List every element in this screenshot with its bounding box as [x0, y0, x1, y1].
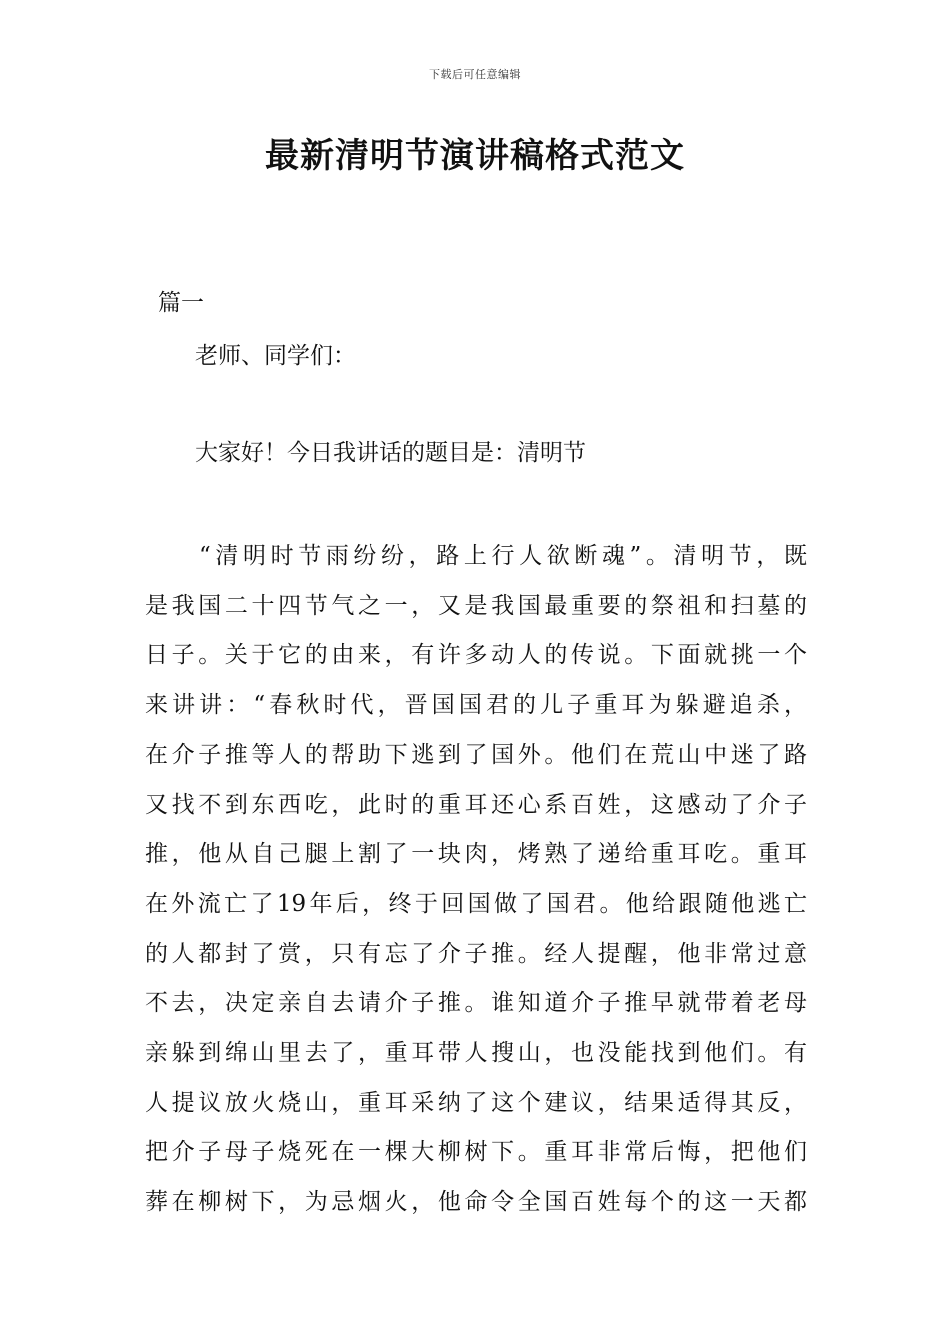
body-line: 是我国二十四节气之一，又是我国最重要的祭祖和扫墓的	[145, 592, 807, 619]
body-line: “清明时节雨纷纷，路上行人欲断魂”。清明节，既	[199, 543, 807, 569]
body-line: 在外流亡了19年后，终于回国做了国君。他给跟随他逃亡	[145, 890, 807, 917]
body-line: 葬在柳树下，为忌烟火，他命令全国百姓每个的这一天都	[145, 1189, 807, 1216]
body-line: 的人都封了赏，只有忘了介子推。经人提醒，他非常过意	[145, 940, 807, 967]
body-line: 来讲讲：“春秋时代，晋国国君的儿子重耳为躲避追杀，	[145, 692, 807, 719]
body-line: 又找不到东西吃，此时的重耳还心系百姓，这感动了介子	[145, 791, 807, 818]
body-line: 人提议放火烧山，重耳采纳了这个建议，结果适得其反，	[145, 1089, 807, 1116]
salutation-line: 老师、同学们：	[195, 343, 356, 369]
section-label: 篇一	[158, 290, 204, 316]
body-line: 把介子母子烧死在一棵大柳树下。重耳非常后悔，把他们	[145, 1139, 807, 1166]
body-line: 在介子推等人的帮助下逃到了国外。他们在荒山中迷了路	[145, 741, 807, 768]
body-line: 不去，决定亲自去请介子推。谁知道介子推早就带着老母	[145, 990, 807, 1017]
body-paragraph	[145, 532, 807, 1228]
body-line: 推，他从自己腿上割了一块肉，烤熟了递给重耳吃。重耳	[145, 841, 807, 868]
body-line: 日子。关于它的由来，有许多动人的传说。下面就挑一个	[145, 642, 807, 669]
body-line: 亲躲到绵山里去了，重耳带人搜山，也没能找到他们。有	[145, 1040, 807, 1067]
header-note: 下载后可任意编辑	[429, 68, 521, 81]
greeting-line: 大家好！今日我讲话的题目是：清明节	[195, 440, 586, 466]
document-title: 最新清明节演讲稿格式范文	[265, 136, 685, 176]
